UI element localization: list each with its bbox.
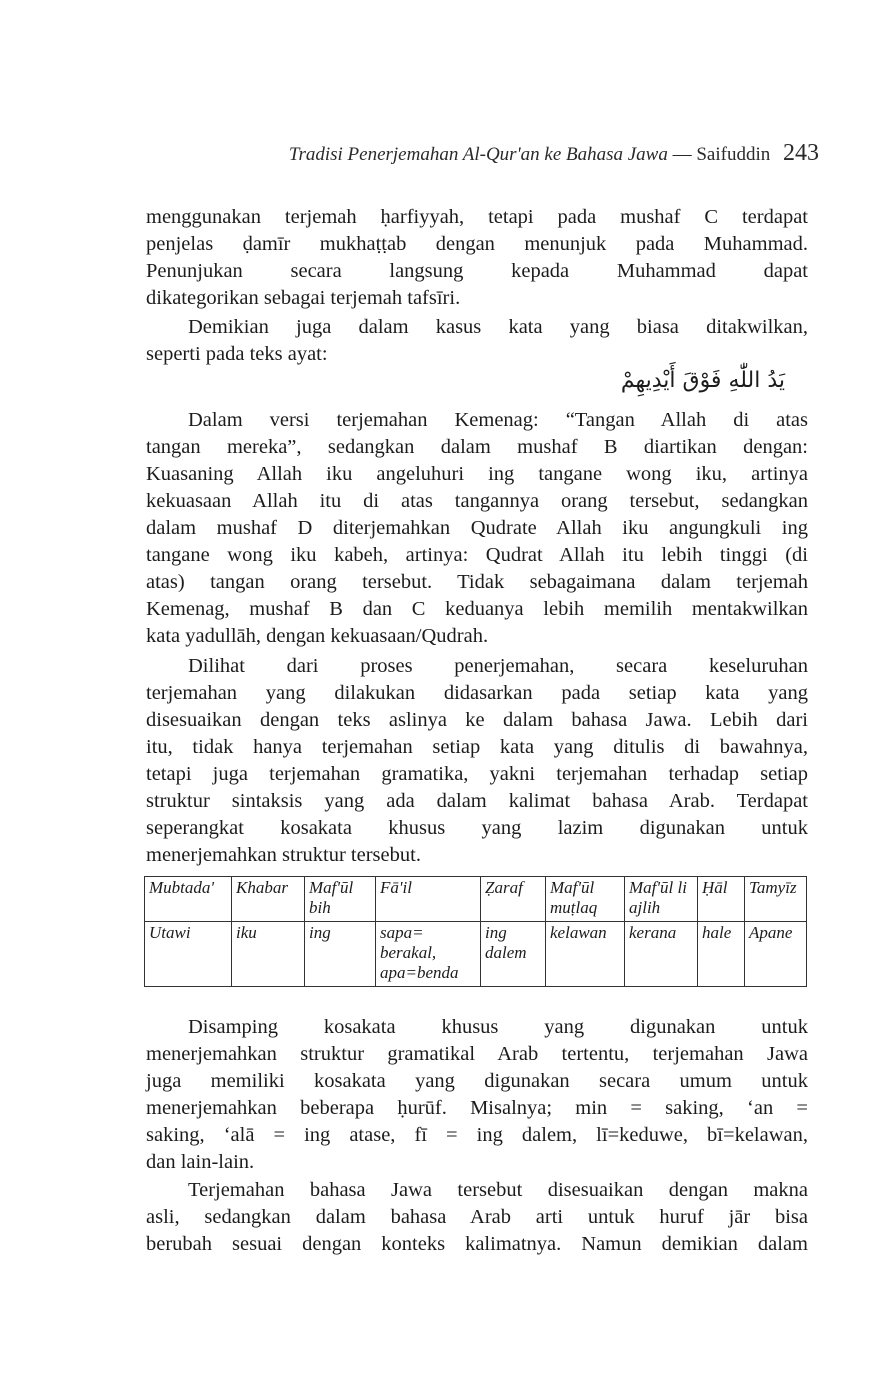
- text-line: disesuaikan dengan teks aslinya ke dalam bahasa Jawa. Lebih dari: [146, 709, 808, 731]
- table-header-cell: Ẓaraf: [481, 877, 546, 922]
- table-header-cell: Fā'il: [376, 877, 481, 922]
- text-line: Demikian juga dalam kasus kata yang biasa ditakwilkan,: [188, 316, 808, 338]
- text-line: dikategorikan sebagai terjemah tafsīri.: [146, 287, 461, 309]
- paragraph-4: [146, 653, 808, 869]
- table-cell: ing: [305, 922, 376, 987]
- table-cell: Utawi: [145, 922, 232, 987]
- table-cell: kerana: [625, 922, 698, 987]
- text-line: asli, sedangkan dalam bahasa Arab arti untuk huruf jār bisa: [146, 1206, 808, 1228]
- page-number: 243: [783, 140, 819, 166]
- running-title: Tradisi Penerjemahan Al-Qur'an ke Bahasa Jawa: [288, 144, 668, 165]
- text-line: itu, tidak hanya terjemahan setiap kata yang ditulis di bawahnya,: [146, 736, 808, 758]
- text-line: menggunakan terjemah ḥarfiyyah, tetapi pada mushaf C terdapat: [146, 206, 808, 228]
- text-line: menerjemahkan beberapa ḥurūf. Misalnya; min = saking, ʻan =: [146, 1097, 808, 1119]
- text-line: saking, ʻalā = ing atase, fī = ing dalem, lī=keduwe, bī=kelawan,: [146, 1124, 808, 1146]
- text-line: Penunjukan secara langsung kepada Muhammad dapat: [146, 260, 808, 282]
- text-line: seperti pada teks ayat:: [146, 343, 328, 365]
- grammar-terms-table: [144, 876, 807, 987]
- text-line: dan lain-lain.: [146, 1151, 255, 1173]
- text-line: Kuasaning Allah iku angeluhuri ing tangane wong iku, artinya: [146, 463, 808, 485]
- table-cell: Apane: [745, 922, 807, 987]
- text-line: dalam mushaf D diterjemahkan Qudrate Allah iku angungkuli ing: [146, 517, 808, 539]
- table-cell: ing dalem: [481, 922, 546, 987]
- text-line: Disamping kosakata khusus yang digunakan untuk: [188, 1016, 808, 1038]
- text-line: seperangkat kosakata khusus yang lazim digunakan untuk: [146, 817, 808, 839]
- paragraph-1: [146, 204, 808, 312]
- text-line: struktur sintaksis yang ada dalam kalimat bahasa Arab. Terdapat: [146, 790, 808, 812]
- table-header-cell: Mubtada': [145, 877, 232, 922]
- table-header-row: [145, 877, 807, 922]
- text-line: kekuasaan Allah itu di atas tangannya orang tersebut, sedangkan: [146, 490, 808, 512]
- table-cell: sapa= berakal, apa=benda: [376, 922, 481, 987]
- table-header-cell: Khabar: [232, 877, 305, 922]
- arabic-verse: يَدُ اللّٰهِ فَوْقَ أَيْدِيهِمْ: [620, 368, 785, 393]
- text-line: kata yadullāh, dengan kekuasaan/Qudrah.: [146, 625, 489, 647]
- text-line: juga memiliki kosakata yang digunakan secara umum untuk: [146, 1070, 808, 1092]
- table-header-cell: Maf'ūl muṭlaq: [546, 877, 625, 922]
- paragraph-5: [146, 1014, 808, 1176]
- text-line: tangane wong iku kabeh, artinya: Qudrat Allah itu lebih tinggi (di: [146, 544, 808, 566]
- text-line: atas) tangan orang tersebut. Tidak sebagaimana dalam terjemah: [146, 571, 808, 593]
- table-cell: iku: [232, 922, 305, 987]
- paragraph-3: [146, 407, 808, 650]
- text-line: berubah sesuai dengan konteks kalimatnya. Namun demikian dalam: [146, 1233, 808, 1255]
- table-header-cell: Tamyīz: [745, 877, 807, 922]
- table-header-cell: Ḥāl: [698, 877, 745, 922]
- table-header-cell: Maf'ūl li ajlih: [625, 877, 698, 922]
- table-row: [145, 922, 807, 987]
- text-line: tetapi juga terjemahan gramatika, yakni terjemahan terhadap setiap: [146, 763, 808, 785]
- text-line: menerjemahkan struktur gramatikal Arab tertentu, terjemahan Jawa: [146, 1043, 808, 1065]
- text-line: Kemenag, mushaf B dan C keduanya lebih memilih mentakwilkan: [146, 598, 808, 620]
- text-line: menerjemahkan struktur tersebut.: [146, 844, 421, 866]
- header-separator: —: [672, 144, 692, 165]
- text-line: Terjemahan bahasa Jawa tersebut disesuaikan dengan makna: [188, 1179, 808, 1201]
- text-line: Dilihat dari proses penerjemahan, secara keseluruhan: [188, 655, 808, 677]
- paragraph-2: [146, 314, 808, 368]
- running-header: [289, 140, 819, 167]
- text-line: terjemahan yang dilakukan didasarkan pada setiap kata yang: [146, 682, 808, 704]
- paragraph-6: [146, 1177, 808, 1258]
- header-author: Saifuddin: [696, 144, 771, 165]
- text-line: Dalam versi terjemahan Kemenag: “Tangan Allah di atas: [188, 409, 808, 431]
- text-line: tangan mereka”, sedangkan dalam mushaf B diartikan dengan:: [146, 436, 808, 458]
- table-header-cell: Maf'ūl bih: [305, 877, 376, 922]
- text-line: penjelas ḍamīr mukhaṭṭab dengan menunjuk pada Muhammad.: [146, 233, 808, 255]
- table-cell: kelawan: [546, 922, 625, 987]
- table-cell: hale: [698, 922, 745, 987]
